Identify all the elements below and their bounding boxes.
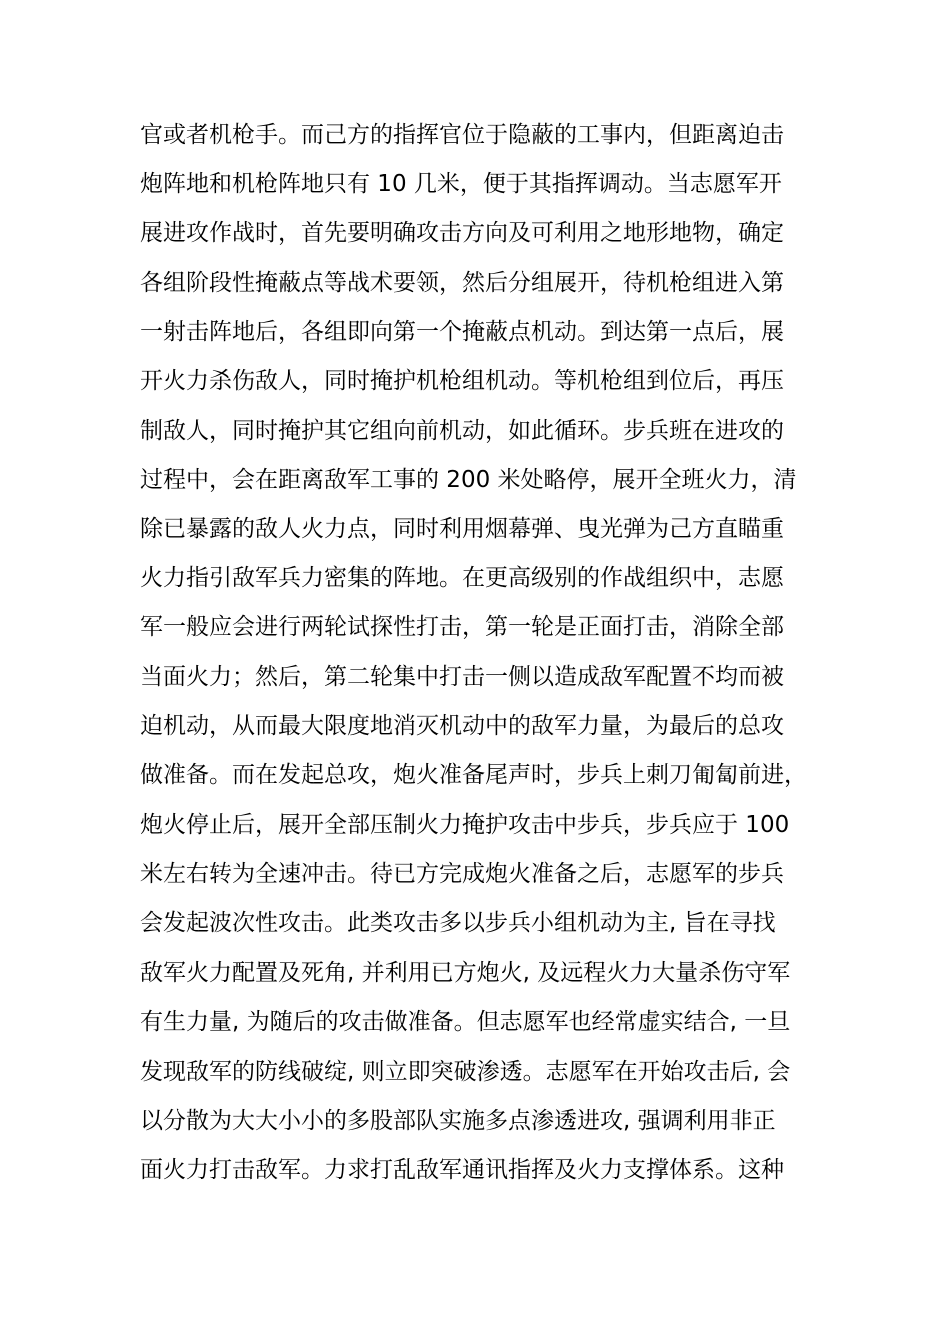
text-line: 有生力量, 为随后的攻击做准备。但志愿军也经常虚实结合, 一旦 — [140, 1009, 791, 1035]
text-line: 迫机动，从而最大限度地消灭机动中的敌军力量，为最后的总攻 — [140, 713, 784, 739]
text-line: 以分散为大大小小的多股部队实施多点渗透进攻, 强调利用非正 — [140, 1108, 776, 1134]
text-line: 官或者机枪手。而己方的指挥官位于隐蔽的工事内，但距离迫击 — [140, 122, 784, 148]
text-line: 炮阵地和机枪阵地只有 10 几米，便于其指挥调动。当志愿军开 — [140, 171, 782, 197]
text-line: 发现敌军的防线破绽, 则立即突破渗透。志愿军在开始攻击后, 会 — [140, 1059, 791, 1085]
text-line: 敌军火力配置及死角, 并利用已方炮火, 及远程火力大量杀伤守军 — [140, 960, 791, 986]
text-line: 开火力杀伤敌人，同时掩护机枪组机动。等机枪组到位后，再压 — [140, 368, 784, 394]
text-line: 军一般应会进行两轮试探性打击，第一轮是正面打击，消除全部 — [140, 614, 784, 640]
text-line: 当面火力；然后，第二轮集中打击一侧以造成敌军配置不均而被 — [140, 664, 784, 690]
text-line: 各组阶段性掩蔽点等战术要领，然后分组展开，待机枪组进入第 — [140, 270, 784, 296]
text-line: 炮火停止后，展开全部压制火力掩护攻击中步兵，步兵应于 100 — [140, 812, 790, 838]
text-line: 会发起波次性攻击。此类攻击多以步兵小组机动为主, 旨在寻找 — [140, 910, 776, 936]
text-line: 做准备。而在发起总攻，炮火准备尾声时，步兵上刺刀匍匐前进， — [140, 762, 807, 788]
text-line: 一射击阵地后，各组即向第一个掩蔽点机动。到达第一点后，展 — [140, 319, 784, 345]
text-line: 制敌人，同时掩护其它组向前机动，如此循环。步兵班在进攻的 — [140, 418, 784, 444]
text-line: 除已暴露的敌人火力点，同时利用烟幕弹、曳光弹为己方直瞄重 — [140, 516, 784, 542]
text-line: 火力指引敌军兵力密集的阵地。在更高级别的作战组织中，志愿 — [140, 565, 784, 591]
text-line: 过程中，会在距离敌军工事的 200 米处略停，展开全班火力，清 — [140, 467, 797, 493]
text-line: 面火力打击敌军。力求打乱敌军通讯指挥及火力支撑体系。这种 — [140, 1157, 784, 1183]
text-line: 展进攻作战时，首先要明确攻击方向及可利用之地形地物，确定 — [140, 220, 784, 246]
text-line: 米左右转为全速冲击。待已方完成炮火准备之后，志愿军的步兵 — [140, 861, 784, 887]
